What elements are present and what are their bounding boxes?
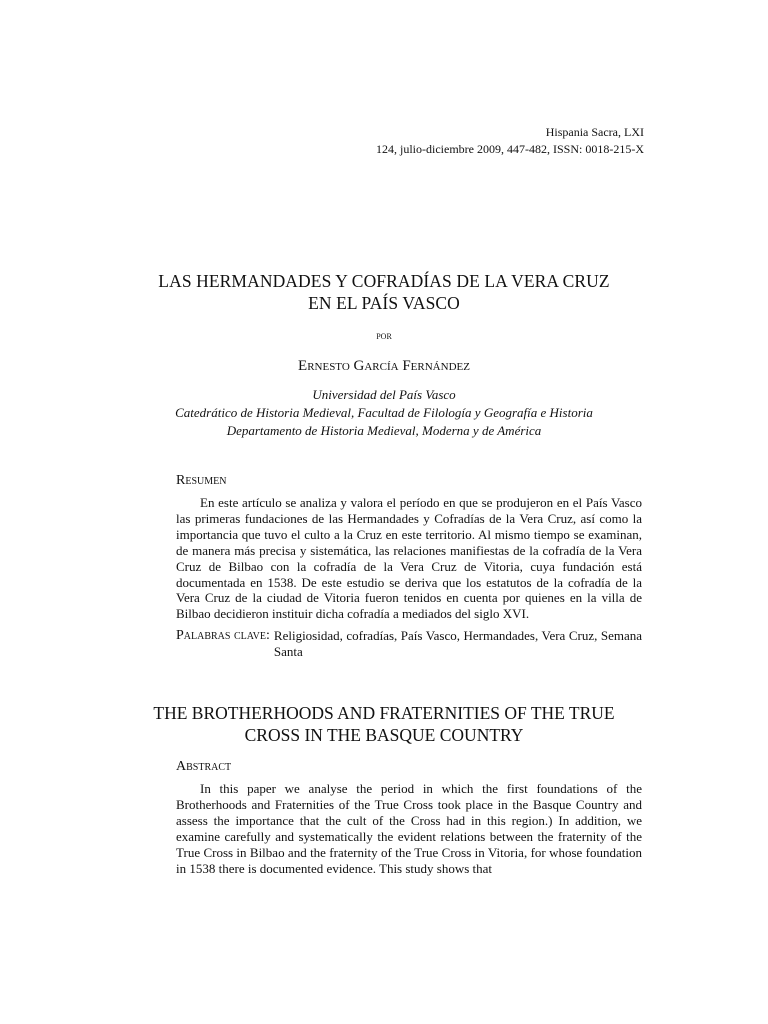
title-es-line-2: EN EL PAÍS VASCO — [308, 293, 460, 313]
resumen-heading: Resumen — [176, 473, 227, 488]
author-name: Ernesto García Fernández — [298, 358, 470, 374]
affiliation-position: Catedrático de Historia Medieval, Facultad de Filología y Geografía e Historia — [175, 405, 593, 420]
title-en-line-2: CROSS IN THE BASQUE COUNTRY — [244, 725, 524, 745]
journal-issue-info: 124, julio-diciembre 2009, 447-482, ISSN: 0018-215-X — [376, 142, 644, 156]
affiliation-university: Universidad del País Vasco — [312, 387, 456, 402]
affiliation-department: Departamento de Historia Medieval, Moderna y de América — [226, 423, 542, 438]
title-es-line-1: LAS HERMANDADES Y COFRADÍAS DE LA VERA CRUZ — [158, 271, 610, 291]
keywords-list: Religiosidad, cofradías, País Vasco, Hermandades, Vera Cruz, Semana Santa — [273, 628, 642, 660]
abstract-heading: Abstract — [176, 759, 232, 774]
article-title-english — [80, 702, 688, 746]
abstract-section — [176, 758, 642, 876]
journal-name: Hispania Sacra, LXI — [545, 125, 644, 139]
keywords-row — [176, 628, 642, 660]
abstract-text: In this paper we analyse the period in which the first foundations of the Brotherhoods and Fraternities of the True Cross took place in the Basque Country and assess the importance that the cult of the Cross had in this region.) In addition, we examine carefully and systematically the evident relations between the fraternity of the True Cross in Bilbao and the fraternity of the True Cross in Vitoria, for whose foundation in 1538 there is documented evidence. This study shows that — [176, 781, 642, 876]
resumen-section — [176, 472, 642, 660]
journal-header — [376, 124, 644, 158]
article-title-spanish — [80, 270, 688, 314]
keywords-label: Palabras clave: — [176, 628, 270, 644]
byline-por: por — [376, 330, 392, 342]
resumen-text: En este artículo se analiza y valora el período en que se produjeron en el País Vasco las primeras fundaciones de las Hermandades y Cofradías de la Vera Cruz, así como la importancia que tuvo el culto a la Cruz en este territorio. Al mismo tiempo se examinan, de manera más precisa y sistemática, las relaciones manifiestas de la cofradía de la Vera Cruz de Bilbao con la cofradía de la Vera Cruz de Vitoria, cuya fundación está documentada en 1538. De este estudio se deriva que los estatutos de la cofradía de la Vera Cruz de la ciudad de Vitoria fueron tenidos en cuenta por quienes en la villa de Bilbao decidieron instituir dicha cofradía a mediados del siglo XVI. — [176, 495, 642, 622]
author-affiliation — [80, 386, 688, 440]
title-en-line-1: THE BROTHERHOODS AND FRATERNITIES OF THE TRUE — [153, 703, 615, 723]
